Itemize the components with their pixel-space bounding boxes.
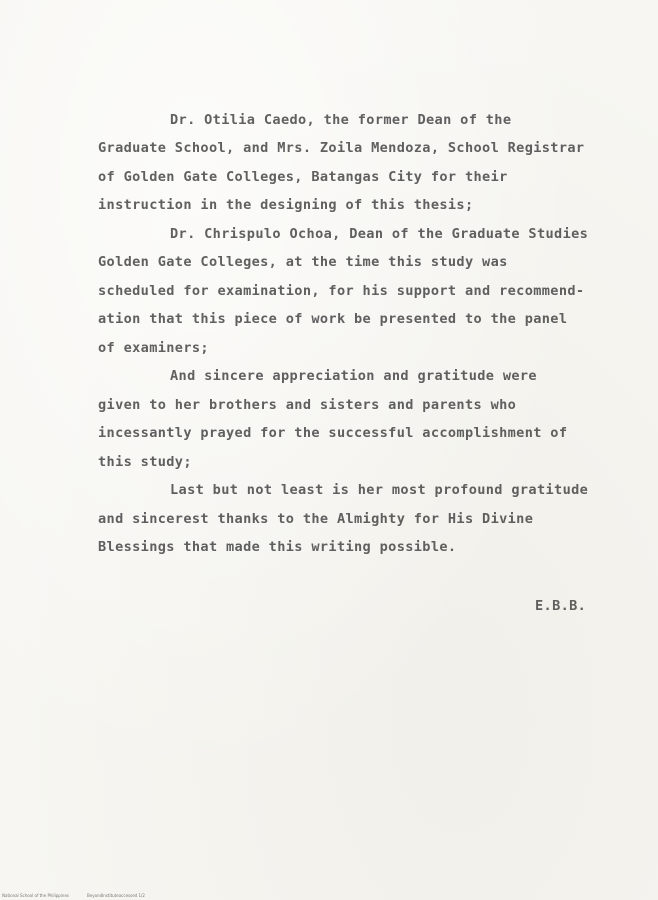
paragraph-1-line-4: instruction in the designing of this thesis;: [98, 197, 474, 213]
paragraph-3-line-1: And sincere appreciation and gratitude were: [170, 368, 537, 384]
paragraph-2-line-1: Dr. Chrispulo Ochoa, Dean of the Graduate Studies: [170, 226, 589, 242]
paragraph-2-line-5: of examiners;: [98, 340, 209, 356]
paragraph-1-line-2: Graduate School, and Mrs. Zoila Mendoza, School Registrar: [98, 140, 585, 156]
paragraph-2-line-3: scheduled for examination, for his support and recommend-: [98, 283, 585, 299]
footer-left-text: National School of the Philippines: [2, 893, 70, 898]
paragraph-3-line-3: incessantly prayed for the successful accomplishment of: [98, 425, 568, 441]
paragraph-2-line-4: ation that this piece of work be presented to the panel: [98, 311, 568, 327]
scan-footer: [2, 893, 163, 898]
paragraph-3-line-2: given to her brothers and sisters and parents who: [98, 397, 517, 413]
paragraph-2-line-2: Golden Gate Colleges, at the time this study was: [98, 254, 508, 270]
paragraph-4-line-3: Blessings that made this writing possible.: [98, 539, 457, 555]
footer-right-text: BeyondInstituteaccessed 1/2: [87, 893, 145, 898]
paragraph-1-line-1: Dr. Otilia Caedo, the former Dean of the: [170, 112, 512, 128]
paragraph-3-line-4: this study;: [98, 454, 192, 470]
paragraph-4-line-2: and sincerest thanks to the Almighty for His Divine: [98, 511, 534, 527]
paragraph-4-line-1: Last but not least is her most profound gratitude: [170, 482, 589, 498]
paragraph-1-line-3: of Golden Gate Colleges, Batangas City for their: [98, 169, 508, 185]
author-initials: E.B.B.: [535, 598, 587, 614]
